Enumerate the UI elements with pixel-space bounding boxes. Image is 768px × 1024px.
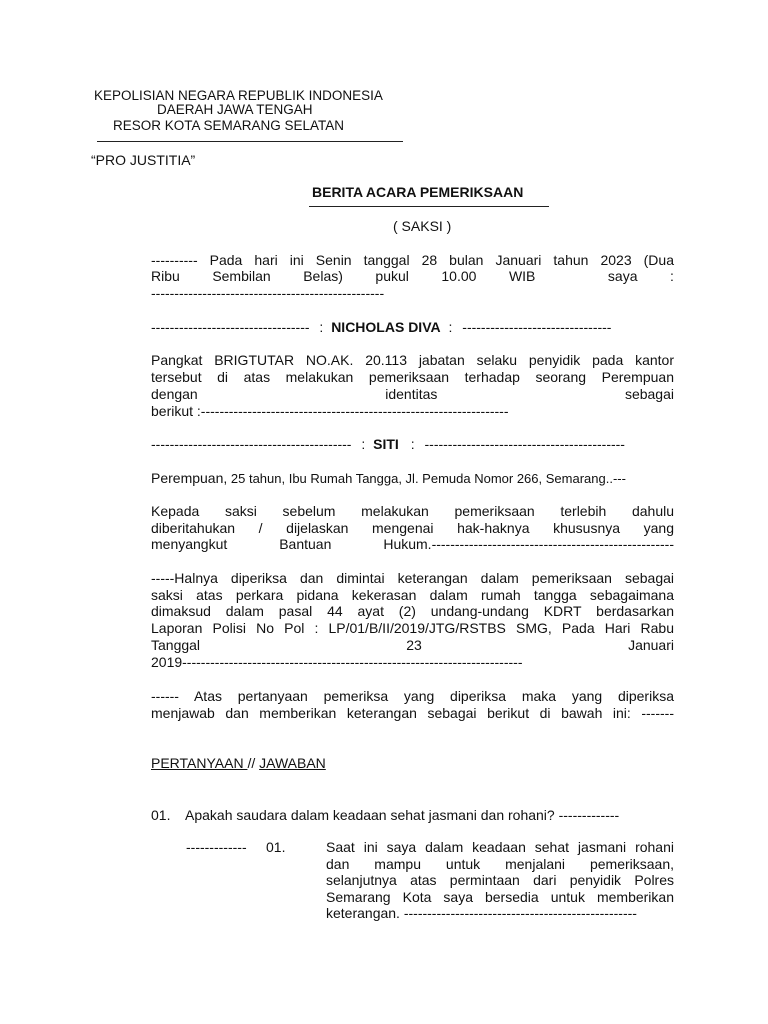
case-line-4: Laporan Polisi No Pol : LP/01/B/II/2019/JTG/RSTBS SMG, Pada Hari Rabu [151,619,674,636]
case-line-1: -----Halnya diperiksa dan dimintai keterangan dalam pemeriksaan sebagai [151,570,674,586]
answer-text [326,839,674,922]
header-region: DAERAH JAWA TENGAH [157,102,313,117]
examiner-name: NICHOLAS DIVA [331,319,441,335]
identity-detail: 25 tahun, Ibu Rumah Tangga, Jl. Pemuda Nomor 266, Semarang..--- [227,471,626,486]
qa-heading-question: PERTANYAAN [151,755,248,771]
rights-line-1: Kepada saksi sebelum melakukan pemeriksaan terlebih dahulu [151,503,674,519]
witness-sep-left: : [361,436,366,452]
opening-word: 10.00 [441,268,477,284]
answer-line-3: selanjutnya atas permintaan dari penyidik Polres [326,872,674,888]
identity-prefix: Perempuan, [151,470,228,486]
rank-word: dengan [151,386,198,402]
answer-intro-paragraph [151,688,674,721]
pro-justitia-label: “PRO JUSTITIA” [91,152,196,168]
answer-dashes: ------------- [186,839,247,855]
rights-paragraph [151,503,674,553]
opening-word: saya [607,268,638,284]
rights-line-3: menyangkut Bantuan Hukum.---------------------------------------------------- [151,536,674,552]
rank-line-3 [151,386,674,402]
examiner-sep-right: : [448,319,453,335]
opening-word: Belas) [303,268,343,284]
witness-identity [151,470,626,487]
document-title: BERITA ACARA PEMERIKSAAN [312,184,524,200]
witness-sep-right: : [410,436,415,452]
case-word: 23 [406,637,422,653]
rank-line-4: berikut :------------------------------------------------------------------ [151,403,509,419]
examiner-sep-left: : [319,319,324,335]
case-line-2: saksi atas perkara pidana kekerasan dalam rumah tangga sebagaimana [151,586,674,603]
opening-word: pukul [375,268,409,284]
witness-left-dashes: ------------------------------------------- [151,436,352,452]
case-word: Januari [628,637,674,653]
rank-paragraph [151,352,674,385]
document-subtitle: ( SAKSI ) [393,218,452,234]
case-line-6: 2019------------------------------------------------------------------------- [151,654,523,670]
answer-line-4: Semarang Kota saya bersedia untuk memberikan [326,888,674,905]
opening-line-1: ---------- Pada hari ini Senin tanggal 28 bulan Januari tahun 2023 (Dua [151,252,674,268]
answer-line-1: Saat ini saya dalam keadaan sehat jasmani rohani [326,839,674,855]
rank-line-1: Pangkat BRIGTUTAR NO.AK. 20.113 jabatan selaku penyidik pada kantor [151,352,674,368]
witness-line [151,436,625,452]
title-underline [309,206,549,207]
case-word: Tanggal [151,637,201,653]
answer-intro-line-2: menjawab dan memberikan keterangan sebagai berikut di bawah ini: ------- [151,704,674,721]
examiner-right-dashes: -------------------------------- [462,319,612,335]
rank-word: identitas [385,386,438,402]
question-text: Apakah saudara dalam keadaan sehat jasmani dan rohani? ------------- [185,807,620,823]
case-line-5 [151,637,674,653]
header-institution: KEPOLISIAN NEGARA REPUBLIK INDONESIA [94,88,383,103]
header-underline [97,141,403,142]
qa-heading-answer: JAWABAN [259,755,326,771]
answer-line-2: dan mampu untuk menjalani pemeriksaan, [326,855,674,872]
case-line-3: dimaksud dalam pasal 44 ayat (2) undang-undang KDRT berdasarkan [151,603,674,619]
answer-number: 01. [266,839,286,855]
qa-heading-separator: // [247,755,260,771]
opening-word: Ribu [151,268,180,284]
qa-heading [151,755,326,771]
question-number: 01. [151,807,171,823]
opening-paragraph [151,252,674,269]
case-paragraph [151,570,674,636]
witness-right-dashes: ------------------------------------------- [424,436,625,452]
examiner-line [151,319,611,335]
rank-word: sebagai [624,386,674,402]
opening-word: WIB [508,268,536,284]
examiner-left-dashes: ---------------------------------- [151,319,310,335]
opening-word: : [670,268,674,284]
opening-line-2 [151,268,674,284]
answer-intro-line-1: ------ Atas pertanyaan pemeriksa yang diperiksa maka yang diperiksa [151,688,674,704]
rank-line-2: tersebut di atas melakukan pemeriksaan terhadap seorang Perempuan [151,368,674,385]
answer-line-5: keterangan. -------------------------------------------------- [326,905,637,921]
opening-line-3: -------------------------------------------------- [151,285,385,301]
header-resort: RESOR KOTA SEMARANG SELATAN [113,118,345,133]
witness-name: SITI [373,436,399,452]
opening-word: Sembilan [212,268,271,284]
rights-line-2: diberitahukan / dijelaskan mengenai hak-haknya khususnya yang [151,519,674,536]
